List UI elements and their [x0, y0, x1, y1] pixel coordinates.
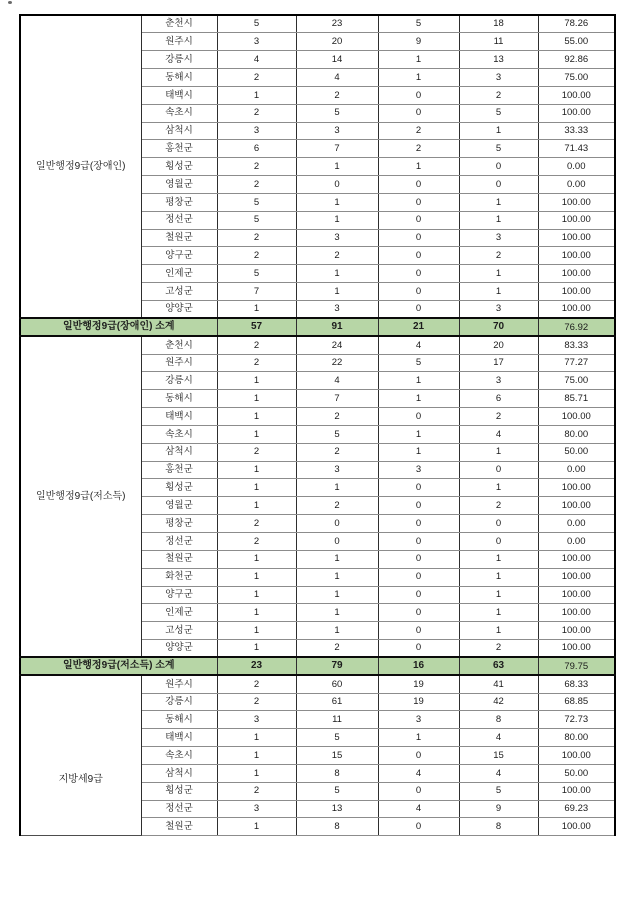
- region-cell: 속초시: [141, 104, 217, 122]
- region-cell: 화천군: [141, 568, 217, 586]
- value-cell: 3: [217, 711, 296, 729]
- value-cell: 2: [217, 443, 296, 461]
- value-cell: 1: [296, 586, 378, 604]
- value-cell: 100.00: [538, 229, 615, 247]
- value-cell: 1: [217, 604, 296, 622]
- value-cell: 5: [217, 193, 296, 211]
- value-cell: 1: [217, 622, 296, 640]
- subtotal-value: 76.92: [538, 318, 615, 336]
- region-cell: 영월군: [141, 497, 217, 515]
- value-cell: 5: [296, 782, 378, 800]
- value-cell: 2: [217, 532, 296, 550]
- value-cell: 5: [217, 265, 296, 283]
- value-cell: 5: [217, 211, 296, 229]
- region-cell: 동해시: [141, 711, 217, 729]
- region-cell: 춘천시: [141, 15, 217, 33]
- value-cell: 5: [459, 104, 538, 122]
- value-cell: 1: [378, 729, 459, 747]
- value-cell: 7: [296, 140, 378, 158]
- value-cell: 5: [296, 729, 378, 747]
- subtotal-value: 63: [459, 657, 538, 675]
- value-cell: 92.86: [538, 51, 615, 69]
- value-cell: 0: [378, 479, 459, 497]
- value-cell: 3: [459, 69, 538, 87]
- value-cell: 3: [459, 301, 538, 319]
- value-cell: 4: [459, 729, 538, 747]
- value-cell: 0: [378, 782, 459, 800]
- value-cell: 2: [459, 86, 538, 104]
- value-cell: 0: [378, 301, 459, 319]
- value-cell: 3: [378, 711, 459, 729]
- subtotal-label: 일반행정9급(저소득) 소계: [20, 657, 217, 675]
- value-cell: 2: [296, 640, 378, 658]
- region-cell: 태백시: [141, 408, 217, 426]
- value-cell: 0.00: [538, 461, 615, 479]
- value-cell: 4: [378, 336, 459, 354]
- region-cell: 정선군: [141, 211, 217, 229]
- value-cell: 1: [459, 586, 538, 604]
- value-cell: 0.00: [538, 515, 615, 533]
- value-cell: 4: [459, 764, 538, 782]
- value-cell: 100.00: [538, 604, 615, 622]
- value-cell: 0: [378, 176, 459, 194]
- value-cell: 80.00: [538, 729, 615, 747]
- region-cell: 원주시: [141, 354, 217, 372]
- region-cell: 홍천군: [141, 140, 217, 158]
- value-cell: 60: [296, 675, 378, 693]
- region-cell: 영월군: [141, 176, 217, 194]
- value-cell: 1: [217, 461, 296, 479]
- value-cell: 1: [378, 51, 459, 69]
- value-cell: 9: [378, 33, 459, 51]
- value-cell: 2: [459, 497, 538, 515]
- value-cell: 50.00: [538, 764, 615, 782]
- value-cell: 0: [378, 497, 459, 515]
- value-cell: 1: [296, 193, 378, 211]
- value-cell: 14: [296, 51, 378, 69]
- value-cell: 0: [378, 550, 459, 568]
- region-cell: 철원군: [141, 229, 217, 247]
- value-cell: 3: [378, 461, 459, 479]
- value-cell: 6: [459, 390, 538, 408]
- value-cell: 1: [459, 443, 538, 461]
- value-cell: 8: [296, 764, 378, 782]
- value-cell: 0.00: [538, 176, 615, 194]
- value-cell: 2: [217, 104, 296, 122]
- value-cell: 20: [296, 33, 378, 51]
- value-cell: 1: [217, 479, 296, 497]
- value-cell: 0: [378, 747, 459, 765]
- value-cell: 1: [217, 568, 296, 586]
- value-cell: 0: [378, 283, 459, 301]
- value-cell: 11: [296, 711, 378, 729]
- table-row: [20, 15, 615, 33]
- region-cell: 평창군: [141, 193, 217, 211]
- region-cell: 정선군: [141, 532, 217, 550]
- value-cell: 19: [378, 693, 459, 711]
- value-cell: 4: [378, 764, 459, 782]
- value-cell: 2: [217, 336, 296, 354]
- value-cell: 0.00: [538, 158, 615, 176]
- value-cell: 1: [459, 479, 538, 497]
- subtotal-row: [20, 318, 615, 336]
- value-cell: 1: [217, 390, 296, 408]
- value-cell: 1: [459, 283, 538, 301]
- subtotal-value: 79.75: [538, 657, 615, 675]
- value-cell: 0: [378, 640, 459, 658]
- value-cell: 18: [459, 15, 538, 33]
- region-cell: 강릉시: [141, 51, 217, 69]
- value-cell: 1: [217, 764, 296, 782]
- value-cell: 85.71: [538, 390, 615, 408]
- value-cell: 1: [217, 729, 296, 747]
- value-cell: 0: [378, 265, 459, 283]
- region-cell: 철원군: [141, 550, 217, 568]
- value-cell: 0: [459, 176, 538, 194]
- value-cell: 0: [378, 586, 459, 604]
- section-label: 일반행정9급(저소득): [20, 336, 141, 657]
- value-cell: 1: [296, 479, 378, 497]
- value-cell: 55.00: [538, 33, 615, 51]
- value-cell: 0.00: [538, 532, 615, 550]
- value-cell: 4: [459, 425, 538, 443]
- value-cell: 0: [378, 229, 459, 247]
- region-cell: 고성군: [141, 622, 217, 640]
- value-cell: 2: [296, 443, 378, 461]
- value-cell: 20: [459, 336, 538, 354]
- value-cell: 0: [378, 104, 459, 122]
- value-cell: 5: [378, 15, 459, 33]
- region-cell: 인제군: [141, 265, 217, 283]
- value-cell: 3: [459, 229, 538, 247]
- value-cell: 4: [296, 69, 378, 87]
- value-cell: 3: [296, 461, 378, 479]
- value-cell: 3: [296, 229, 378, 247]
- value-cell: 1: [459, 265, 538, 283]
- value-cell: 3: [296, 122, 378, 140]
- value-cell: 1: [378, 390, 459, 408]
- value-cell: 0: [378, 568, 459, 586]
- value-cell: 1: [217, 372, 296, 390]
- value-cell: 1: [296, 550, 378, 568]
- value-cell: 8: [459, 711, 538, 729]
- value-cell: 5: [296, 104, 378, 122]
- value-cell: 42: [459, 693, 538, 711]
- report-table-body: [20, 15, 615, 836]
- value-cell: 1: [459, 122, 538, 140]
- value-cell: 1: [296, 265, 378, 283]
- value-cell: 0: [378, 604, 459, 622]
- region-cell: 태백시: [141, 729, 217, 747]
- value-cell: 11: [459, 33, 538, 51]
- region-cell: 고성군: [141, 283, 217, 301]
- value-cell: 100.00: [538, 408, 615, 426]
- value-cell: 13: [296, 800, 378, 818]
- region-cell: 양구군: [141, 586, 217, 604]
- value-cell: 0: [459, 158, 538, 176]
- region-cell: 정선군: [141, 800, 217, 818]
- value-cell: 1: [378, 158, 459, 176]
- value-cell: 2: [296, 497, 378, 515]
- value-cell: 100.00: [538, 479, 615, 497]
- value-cell: 2: [217, 176, 296, 194]
- value-cell: 0: [378, 818, 459, 836]
- region-cell: 동해시: [141, 390, 217, 408]
- value-cell: 100.00: [538, 497, 615, 515]
- value-cell: 1: [296, 158, 378, 176]
- value-cell: 100.00: [538, 283, 615, 301]
- value-cell: 2: [217, 693, 296, 711]
- value-cell: 2: [459, 640, 538, 658]
- value-cell: 1: [217, 497, 296, 515]
- report-table: [19, 14, 616, 836]
- value-cell: 1: [296, 604, 378, 622]
- value-cell: 50.00: [538, 443, 615, 461]
- value-cell: 0: [378, 408, 459, 426]
- value-cell: 3: [459, 372, 538, 390]
- value-cell: 1: [217, 586, 296, 604]
- region-cell: 원주시: [141, 675, 217, 693]
- value-cell: 2: [378, 140, 459, 158]
- value-cell: 1: [217, 301, 296, 319]
- value-cell: 100.00: [538, 86, 615, 104]
- value-cell: 80.00: [538, 425, 615, 443]
- value-cell: 1: [459, 193, 538, 211]
- value-cell: 100.00: [538, 265, 615, 283]
- subtotal-value: 57: [217, 318, 296, 336]
- value-cell: 69.23: [538, 800, 615, 818]
- value-cell: 2: [217, 675, 296, 693]
- value-cell: 13: [459, 51, 538, 69]
- table-row: [20, 675, 615, 693]
- value-cell: 8: [459, 818, 538, 836]
- value-cell: 100.00: [538, 550, 615, 568]
- value-cell: 100.00: [538, 193, 615, 211]
- value-cell: 2: [296, 86, 378, 104]
- value-cell: 1: [296, 283, 378, 301]
- subtotal-value: 23: [217, 657, 296, 675]
- value-cell: 33.33: [538, 122, 615, 140]
- value-cell: 23: [296, 15, 378, 33]
- value-cell: 61: [296, 693, 378, 711]
- value-cell: 17: [459, 354, 538, 372]
- value-cell: 1: [217, 550, 296, 568]
- region-cell: 횡성군: [141, 158, 217, 176]
- region-cell: 삼척시: [141, 122, 217, 140]
- value-cell: 9: [459, 800, 538, 818]
- subtotal-value: 79: [296, 657, 378, 675]
- value-cell: 77.27: [538, 354, 615, 372]
- value-cell: 0: [459, 532, 538, 550]
- value-cell: 2: [459, 247, 538, 265]
- value-cell: 100.00: [538, 301, 615, 319]
- region-cell: 춘천시: [141, 336, 217, 354]
- value-cell: 2: [217, 229, 296, 247]
- value-cell: 3: [296, 301, 378, 319]
- value-cell: 24: [296, 336, 378, 354]
- value-cell: 100.00: [538, 211, 615, 229]
- value-cell: 7: [296, 390, 378, 408]
- region-cell: 홍천군: [141, 461, 217, 479]
- value-cell: 0: [296, 532, 378, 550]
- value-cell: 3: [217, 800, 296, 818]
- region-cell: 속초시: [141, 425, 217, 443]
- value-cell: 68.85: [538, 693, 615, 711]
- value-cell: 100.00: [538, 586, 615, 604]
- value-cell: 0: [378, 86, 459, 104]
- region-cell: 동해시: [141, 69, 217, 87]
- value-cell: 1: [459, 604, 538, 622]
- value-cell: 0: [378, 515, 459, 533]
- value-cell: 1: [459, 211, 538, 229]
- value-cell: 6: [217, 140, 296, 158]
- value-cell: 72.73: [538, 711, 615, 729]
- region-cell: 철원군: [141, 818, 217, 836]
- value-cell: 5: [459, 140, 538, 158]
- value-cell: 100.00: [538, 104, 615, 122]
- value-cell: 0: [378, 532, 459, 550]
- region-cell: 삼척시: [141, 764, 217, 782]
- value-cell: 5: [378, 354, 459, 372]
- region-cell: 횡성군: [141, 782, 217, 800]
- region-cell: 강릉시: [141, 693, 217, 711]
- region-cell: 인제군: [141, 604, 217, 622]
- value-cell: 100.00: [538, 782, 615, 800]
- value-cell: 100.00: [538, 568, 615, 586]
- table-row: [20, 336, 615, 354]
- value-cell: 2: [217, 158, 296, 176]
- section-label: 일반행정9급(장애인): [20, 15, 141, 318]
- value-cell: 75.00: [538, 372, 615, 390]
- value-cell: 1: [217, 747, 296, 765]
- value-cell: 1: [217, 86, 296, 104]
- value-cell: 2: [296, 247, 378, 265]
- value-cell: 100.00: [538, 640, 615, 658]
- subtotal-label: 일반행정9급(장애인) 소계: [20, 318, 217, 336]
- region-cell: 양양군: [141, 640, 217, 658]
- region-cell: 속초시: [141, 747, 217, 765]
- subtotal-value: 91: [296, 318, 378, 336]
- value-cell: 100.00: [538, 747, 615, 765]
- region-cell: 평창군: [141, 515, 217, 533]
- value-cell: 1: [378, 425, 459, 443]
- value-cell: 78.26: [538, 15, 615, 33]
- value-cell: 0: [378, 193, 459, 211]
- value-cell: 2: [217, 247, 296, 265]
- value-cell: 1: [459, 568, 538, 586]
- subtotal-row: [20, 657, 615, 675]
- value-cell: 2: [378, 122, 459, 140]
- subtotal-value: 21: [378, 318, 459, 336]
- value-cell: 1: [217, 408, 296, 426]
- value-cell: 68.33: [538, 675, 615, 693]
- region-cell: 양구군: [141, 247, 217, 265]
- value-cell: 1: [217, 818, 296, 836]
- value-cell: 2: [296, 408, 378, 426]
- value-cell: 1: [378, 69, 459, 87]
- value-cell: 5: [217, 15, 296, 33]
- value-cell: 2: [217, 515, 296, 533]
- region-cell: 강릉시: [141, 372, 217, 390]
- value-cell: 2: [217, 782, 296, 800]
- value-cell: 0: [296, 176, 378, 194]
- value-cell: 75.00: [538, 69, 615, 87]
- region-cell: 태백시: [141, 86, 217, 104]
- value-cell: 100.00: [538, 818, 615, 836]
- subtotal-value: 70: [459, 318, 538, 336]
- value-cell: 0: [378, 211, 459, 229]
- value-cell: 4: [378, 800, 459, 818]
- value-cell: 41: [459, 675, 538, 693]
- subtotal-value: 16: [378, 657, 459, 675]
- region-cell: 횡성군: [141, 479, 217, 497]
- value-cell: 1: [378, 372, 459, 390]
- value-cell: 2: [217, 354, 296, 372]
- value-cell: 5: [296, 425, 378, 443]
- value-cell: 1: [296, 568, 378, 586]
- value-cell: 1: [459, 622, 538, 640]
- value-cell: 1: [378, 443, 459, 461]
- value-cell: 15: [459, 747, 538, 765]
- value-cell: 15: [296, 747, 378, 765]
- value-cell: 1: [459, 550, 538, 568]
- value-cell: 83.33: [538, 336, 615, 354]
- value-cell: 1: [296, 622, 378, 640]
- value-cell: 5: [459, 782, 538, 800]
- page-artifact-dot: [8, 1, 12, 4]
- region-cell: 원주시: [141, 33, 217, 51]
- value-cell: 22: [296, 354, 378, 372]
- value-cell: 2: [459, 408, 538, 426]
- value-cell: 0: [378, 622, 459, 640]
- value-cell: 0: [459, 515, 538, 533]
- value-cell: 8: [296, 818, 378, 836]
- value-cell: 1: [296, 211, 378, 229]
- value-cell: 2: [217, 69, 296, 87]
- value-cell: 19: [378, 675, 459, 693]
- value-cell: 4: [217, 51, 296, 69]
- value-cell: 0: [296, 515, 378, 533]
- value-cell: 1: [217, 425, 296, 443]
- value-cell: 3: [217, 122, 296, 140]
- section-label: 지방세9급: [20, 675, 141, 836]
- value-cell: 4: [296, 372, 378, 390]
- value-cell: 100.00: [538, 622, 615, 640]
- value-cell: 1: [217, 640, 296, 658]
- value-cell: 0: [378, 247, 459, 265]
- value-cell: 100.00: [538, 247, 615, 265]
- value-cell: 0: [459, 461, 538, 479]
- region-cell: 양양군: [141, 301, 217, 319]
- region-cell: 삼척시: [141, 443, 217, 461]
- value-cell: 71.43: [538, 140, 615, 158]
- value-cell: 3: [217, 33, 296, 51]
- value-cell: 7: [217, 283, 296, 301]
